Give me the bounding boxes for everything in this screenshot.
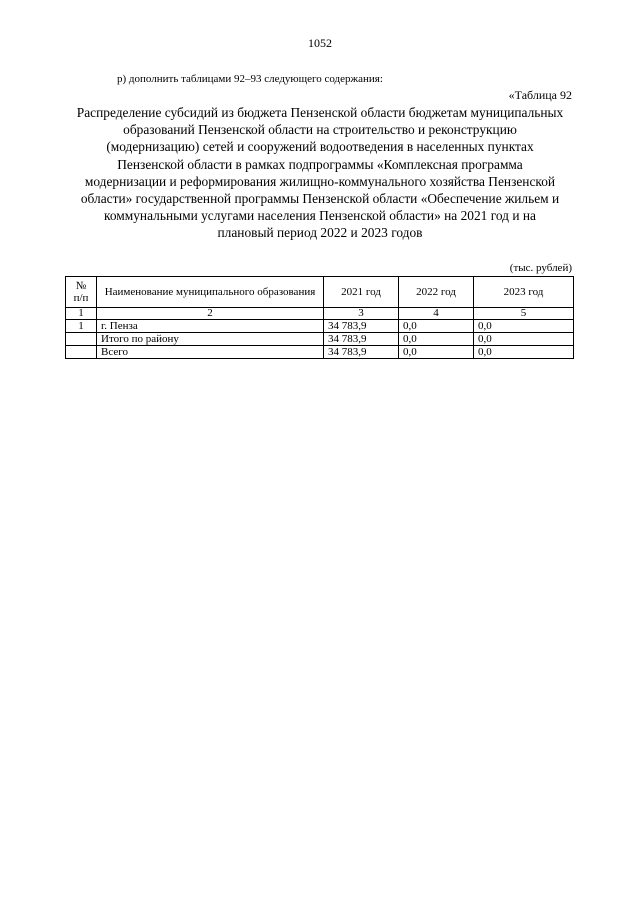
table-title: Распределение субсидий из бюджета Пензенской области бюджетам муниципальных образований Пензенской области на строительство и реконструкцию (модернизацию) сетей и сооружений водоотведения в населенных пунктах Пензенской области в рамках подпрограммы «Комплексная программа модернизации и реформирования жилищно-коммунального хозяйства Пензенской области» государственной программы Пензенской области «Обеспечение жильем и коммунальными услугами населения Пензенской области» на 2021 год и на плановый период 2022 и 2023 годов <box>76 105 564 241</box>
header-row <box>66 277 574 308</box>
row-number-cell <box>66 333 97 346</box>
row-number-cell <box>66 346 97 359</box>
header-cell-name: Наименование муниципального образования <box>97 277 324 308</box>
column-number-cell: 3 <box>324 308 399 320</box>
intro-text: р) дополнить таблицами 92–93 следующего содержания: <box>117 73 383 85</box>
row-number-cell: 1 <box>66 320 97 333</box>
units-label: (тыс. рублей) <box>509 262 572 274</box>
municipality-name-cell: Всего <box>97 346 324 359</box>
subsidy-table <box>65 276 574 359</box>
table-row <box>66 346 574 359</box>
table-row <box>66 333 574 346</box>
value-2023-cell: 0,0 <box>474 320 574 333</box>
column-number-cell: 1 <box>66 308 97 320</box>
value-2021-cell: 34 783,9 <box>324 320 399 333</box>
column-number-row <box>66 308 574 320</box>
column-number-cell: 5 <box>474 308 574 320</box>
page-number: 1052 <box>308 36 332 50</box>
column-number-cell: 2 <box>97 308 324 320</box>
value-2021-cell: 34 783,9 <box>324 346 399 359</box>
municipality-name-cell: г. Пенза <box>97 320 324 333</box>
table-row <box>66 320 574 333</box>
value-2022-cell: 0,0 <box>399 346 474 359</box>
value-2021-cell: 34 783,9 <box>324 333 399 346</box>
value-2022-cell: 0,0 <box>399 320 474 333</box>
header-cell-number: № п/п <box>66 277 97 308</box>
table-reference: «Таблица 92 <box>508 88 572 102</box>
column-number-cell: 4 <box>399 308 474 320</box>
value-2023-cell: 0,0 <box>474 346 574 359</box>
header-cell-2022: 2022 год <box>399 277 474 308</box>
municipality-name-cell: Итого по району <box>97 333 324 346</box>
header-cell-2021: 2021 год <box>324 277 399 308</box>
value-2023-cell: 0,0 <box>474 333 574 346</box>
value-2022-cell: 0,0 <box>399 333 474 346</box>
header-cell-2023: 2023 год <box>474 277 574 308</box>
